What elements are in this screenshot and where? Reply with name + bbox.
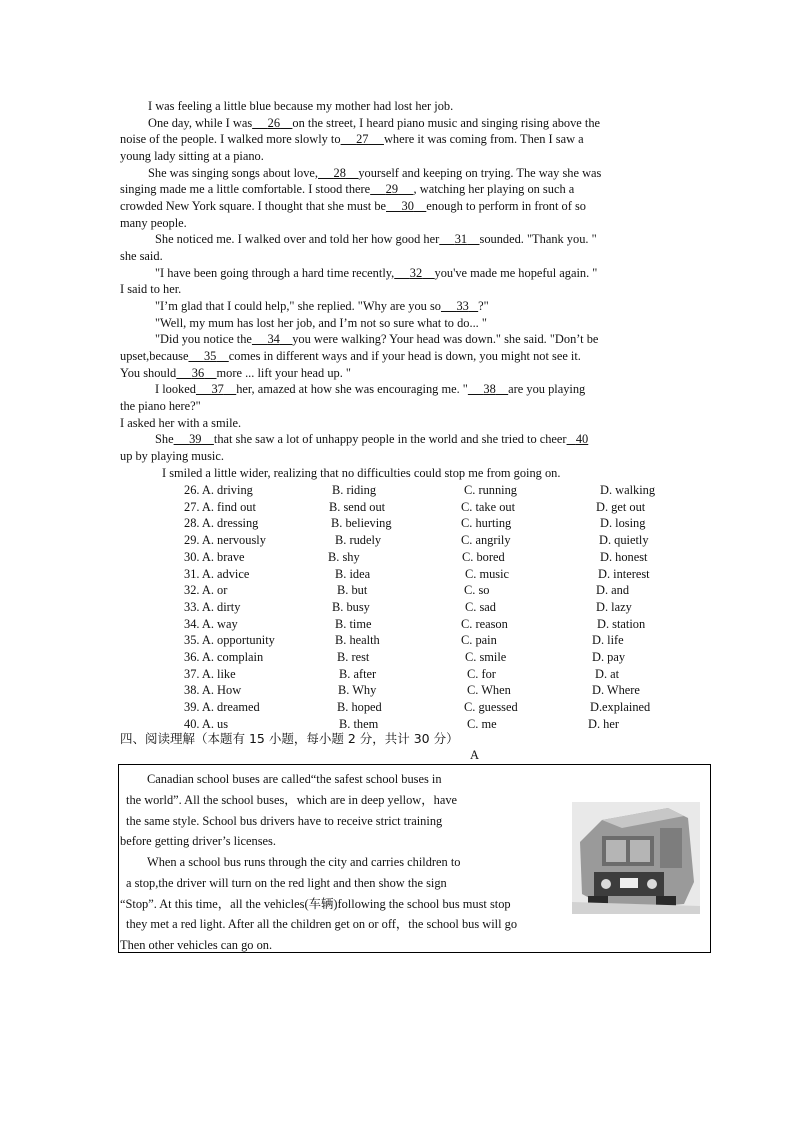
option-36-B: B. rest — [337, 650, 370, 664]
option-27-B: B. send out — [329, 499, 386, 514]
option-26-A: 26. A. driving — [184, 483, 253, 497]
passage-line: I looked 37 her, amazed at how she was encouraging me. " 38 are you playing — [155, 382, 586, 396]
reading-line: the world”. All the school buses，which are in deep yellow，have — [126, 793, 458, 807]
passage-line: I was feeling a little blue because my mother had lost her job. — [148, 99, 454, 113]
passage-line: I smiled a little wider, realizing that no difficulties could stop me from going on. — [162, 466, 561, 480]
passage-line: many people. — [120, 216, 187, 230]
option-40-D: D. her — [588, 716, 619, 731]
option-39-A: 39. A. dreamed — [184, 700, 260, 715]
passage-line: the piano here?" — [120, 399, 201, 413]
option-38-B: B. Why — [338, 683, 377, 698]
option-31-A: 31. A. advice — [184, 566, 250, 581]
option-28-D: D. losing — [600, 516, 646, 531]
option-28-A: 28. A. dressing — [184, 516, 259, 531]
reading-line: a stop,the driver will turn on the red light and then show the sign — [126, 876, 447, 890]
passage-line: up by playing music. — [120, 449, 224, 463]
option-31-B: B. idea — [335, 566, 371, 581]
option-37-A: 37. A. like — [184, 666, 236, 681]
passage-line: crowded New York square. I thought that she must be 30 enough to perform in front of so — [120, 199, 586, 213]
option-39-C: C. guessed — [464, 700, 518, 715]
blank-37: 37 — [211, 382, 224, 396]
option-39-B: B. hoped — [337, 700, 382, 715]
option-35-B: B. health — [335, 633, 380, 648]
option-29-B: B. rudely — [335, 533, 382, 548]
blank-30: 30 — [401, 199, 414, 213]
option-33-B: B. busy — [332, 599, 370, 614]
option-34-B: B. time — [335, 616, 372, 631]
blank-40: 40 — [575, 432, 589, 446]
passage-line: young lady sitting at a piano. — [120, 149, 264, 163]
passage-line: You should 36 more ... lift your head up. " — [120, 366, 351, 380]
option-40-C: C. me — [467, 716, 497, 731]
option-38-A: 38. A. How — [184, 683, 242, 698]
option-34-D: D. station — [597, 616, 646, 631]
option-32-D: D. and — [596, 583, 630, 598]
option-33-D: D. lazy — [596, 599, 632, 614]
option-26-D: D. walking — [600, 483, 656, 497]
option-36-C: C. smile — [465, 650, 507, 664]
option-35-C: C. pain — [461, 633, 497, 648]
option-33-C: C. sad — [465, 599, 496, 614]
option-35-D: D. life — [592, 633, 624, 648]
blank-32: 32 — [409, 266, 423, 280]
option-32-A: 32. A. or — [184, 583, 228, 598]
passage-line: She 39 that she saw a lot of unhappy people in the world and she tried to cheer 40 — [155, 432, 589, 446]
option-28-C: C. hurting — [461, 516, 512, 531]
option-27-C: C. take out — [461, 499, 516, 514]
option-30-A: 30. A. brave — [184, 549, 245, 564]
passage-line: I asked her with a smile. — [120, 416, 242, 430]
option-40-B: B. them — [339, 716, 379, 731]
option-40-A: 40. A. us — [184, 716, 229, 731]
option-36-A: 36. A. complain — [184, 650, 264, 664]
passage-line: "I have been going through a hard time recently, 32 you've made me hopeful again. " — [155, 266, 598, 280]
option-37-B: B. after — [339, 666, 377, 681]
option-39-D: D.explained — [590, 700, 651, 715]
option-30-B: B. shy — [328, 549, 360, 564]
option-32-B: B. but — [337, 583, 368, 598]
option-35-A: 35. A. opportunity — [184, 633, 275, 648]
option-34-C: C. reason — [461, 616, 508, 631]
option-29-C: C. angrily — [461, 533, 511, 548]
reading-line: Then other vehicles can go on. — [120, 938, 273, 952]
reading-line: the same style. School bus drivers have to receive strict training — [126, 814, 443, 828]
reading-line: before getting driver’s licenses. — [120, 834, 276, 848]
blank-26: 26 — [267, 116, 281, 130]
option-26-B: B. riding — [332, 483, 377, 497]
passage-line: she said. — [120, 249, 163, 263]
blank-33: 33 — [456, 299, 469, 313]
option-27-D: D. get out — [596, 499, 646, 514]
passage-line: "Well, my mum has lost her job, and I’m not so sure what to do... " — [155, 316, 487, 330]
passage-line: singing made me a little comfortable. I stood there 29 , watching her playing on such a — [120, 182, 575, 196]
passage-line: "I’m glad that I could help," she replied. "Why are you so 33 ?" — [155, 299, 489, 313]
reading-line: “Stop”. At this time，all the vehicles(车辆)following the school bus must stop — [120, 897, 511, 911]
blank-29: 29 — [385, 182, 399, 196]
option-26-C: C. running — [464, 483, 518, 497]
option-34-A: 34. A. way — [184, 616, 238, 631]
option-29-D: D. quietly — [599, 533, 649, 548]
option-31-D: D. interest — [598, 566, 650, 581]
reading-line: they met a red light. After all the children get on or off，the school bus will go — [126, 917, 518, 931]
reading-line: When a school bus runs through the city and carries children to — [147, 855, 461, 869]
passage-line: She was singing songs about love, 28 yourself and keeping on trying. The way she was — [148, 166, 602, 180]
option-32-C: C. so — [464, 583, 490, 598]
passage-label: A — [470, 748, 480, 762]
option-31-C: C. music — [465, 566, 510, 581]
passage-line: I said to her. — [120, 282, 182, 296]
option-27-A: 27. A. find out — [184, 499, 256, 514]
option-36-D: D. pay — [592, 650, 626, 664]
passage-line: "Did you notice the 34 you were walking? Your head was down." she said. "Don’t be — [155, 332, 599, 346]
school-bus-photo-icon — [572, 802, 700, 914]
blank-34: 34 — [267, 332, 280, 346]
option-37-D: D. at — [595, 666, 620, 681]
blank-38: 38 — [483, 382, 496, 396]
blank-27: 27 — [356, 132, 369, 146]
section-title: 四、阅读理解（本题有 15 小题，每小题 2 分，共计 30 分） — [120, 731, 459, 746]
passage-line: upset,because 35 comes in different ways and if your head is down, you might not see it. — [120, 349, 581, 363]
option-28-B: B. believing — [331, 516, 392, 531]
option-30-C: C. bored — [462, 549, 505, 564]
reading-line: Canadian school buses are called“the safest school buses in — [147, 772, 442, 786]
option-38-D: D. Where — [592, 683, 640, 698]
option-33-A: 33. A. dirty — [184, 599, 241, 614]
option-30-D: D. honest — [600, 549, 648, 564]
blank-36: 36 — [191, 366, 205, 380]
blank-28: 28 — [333, 166, 346, 180]
blank-35: 35 — [203, 349, 217, 363]
option-29-A: 29. A. nervously — [184, 533, 266, 548]
passage-line: noise of the people. I walked more slowly to 27 where it was coming from. Then I saw a — [120, 132, 584, 146]
passage-line: One day, while I was 26 on the street, I heard piano music and singing rising above the — [148, 116, 601, 130]
blank-31: 31 — [454, 232, 468, 246]
passage-line: She noticed me. I walked over and told her how good her 31 sounded. "Thank you. " — [155, 232, 597, 246]
option-37-C: C. for — [467, 666, 496, 681]
blank-39: 39 — [189, 432, 202, 446]
option-38-C: C. When — [467, 683, 511, 698]
